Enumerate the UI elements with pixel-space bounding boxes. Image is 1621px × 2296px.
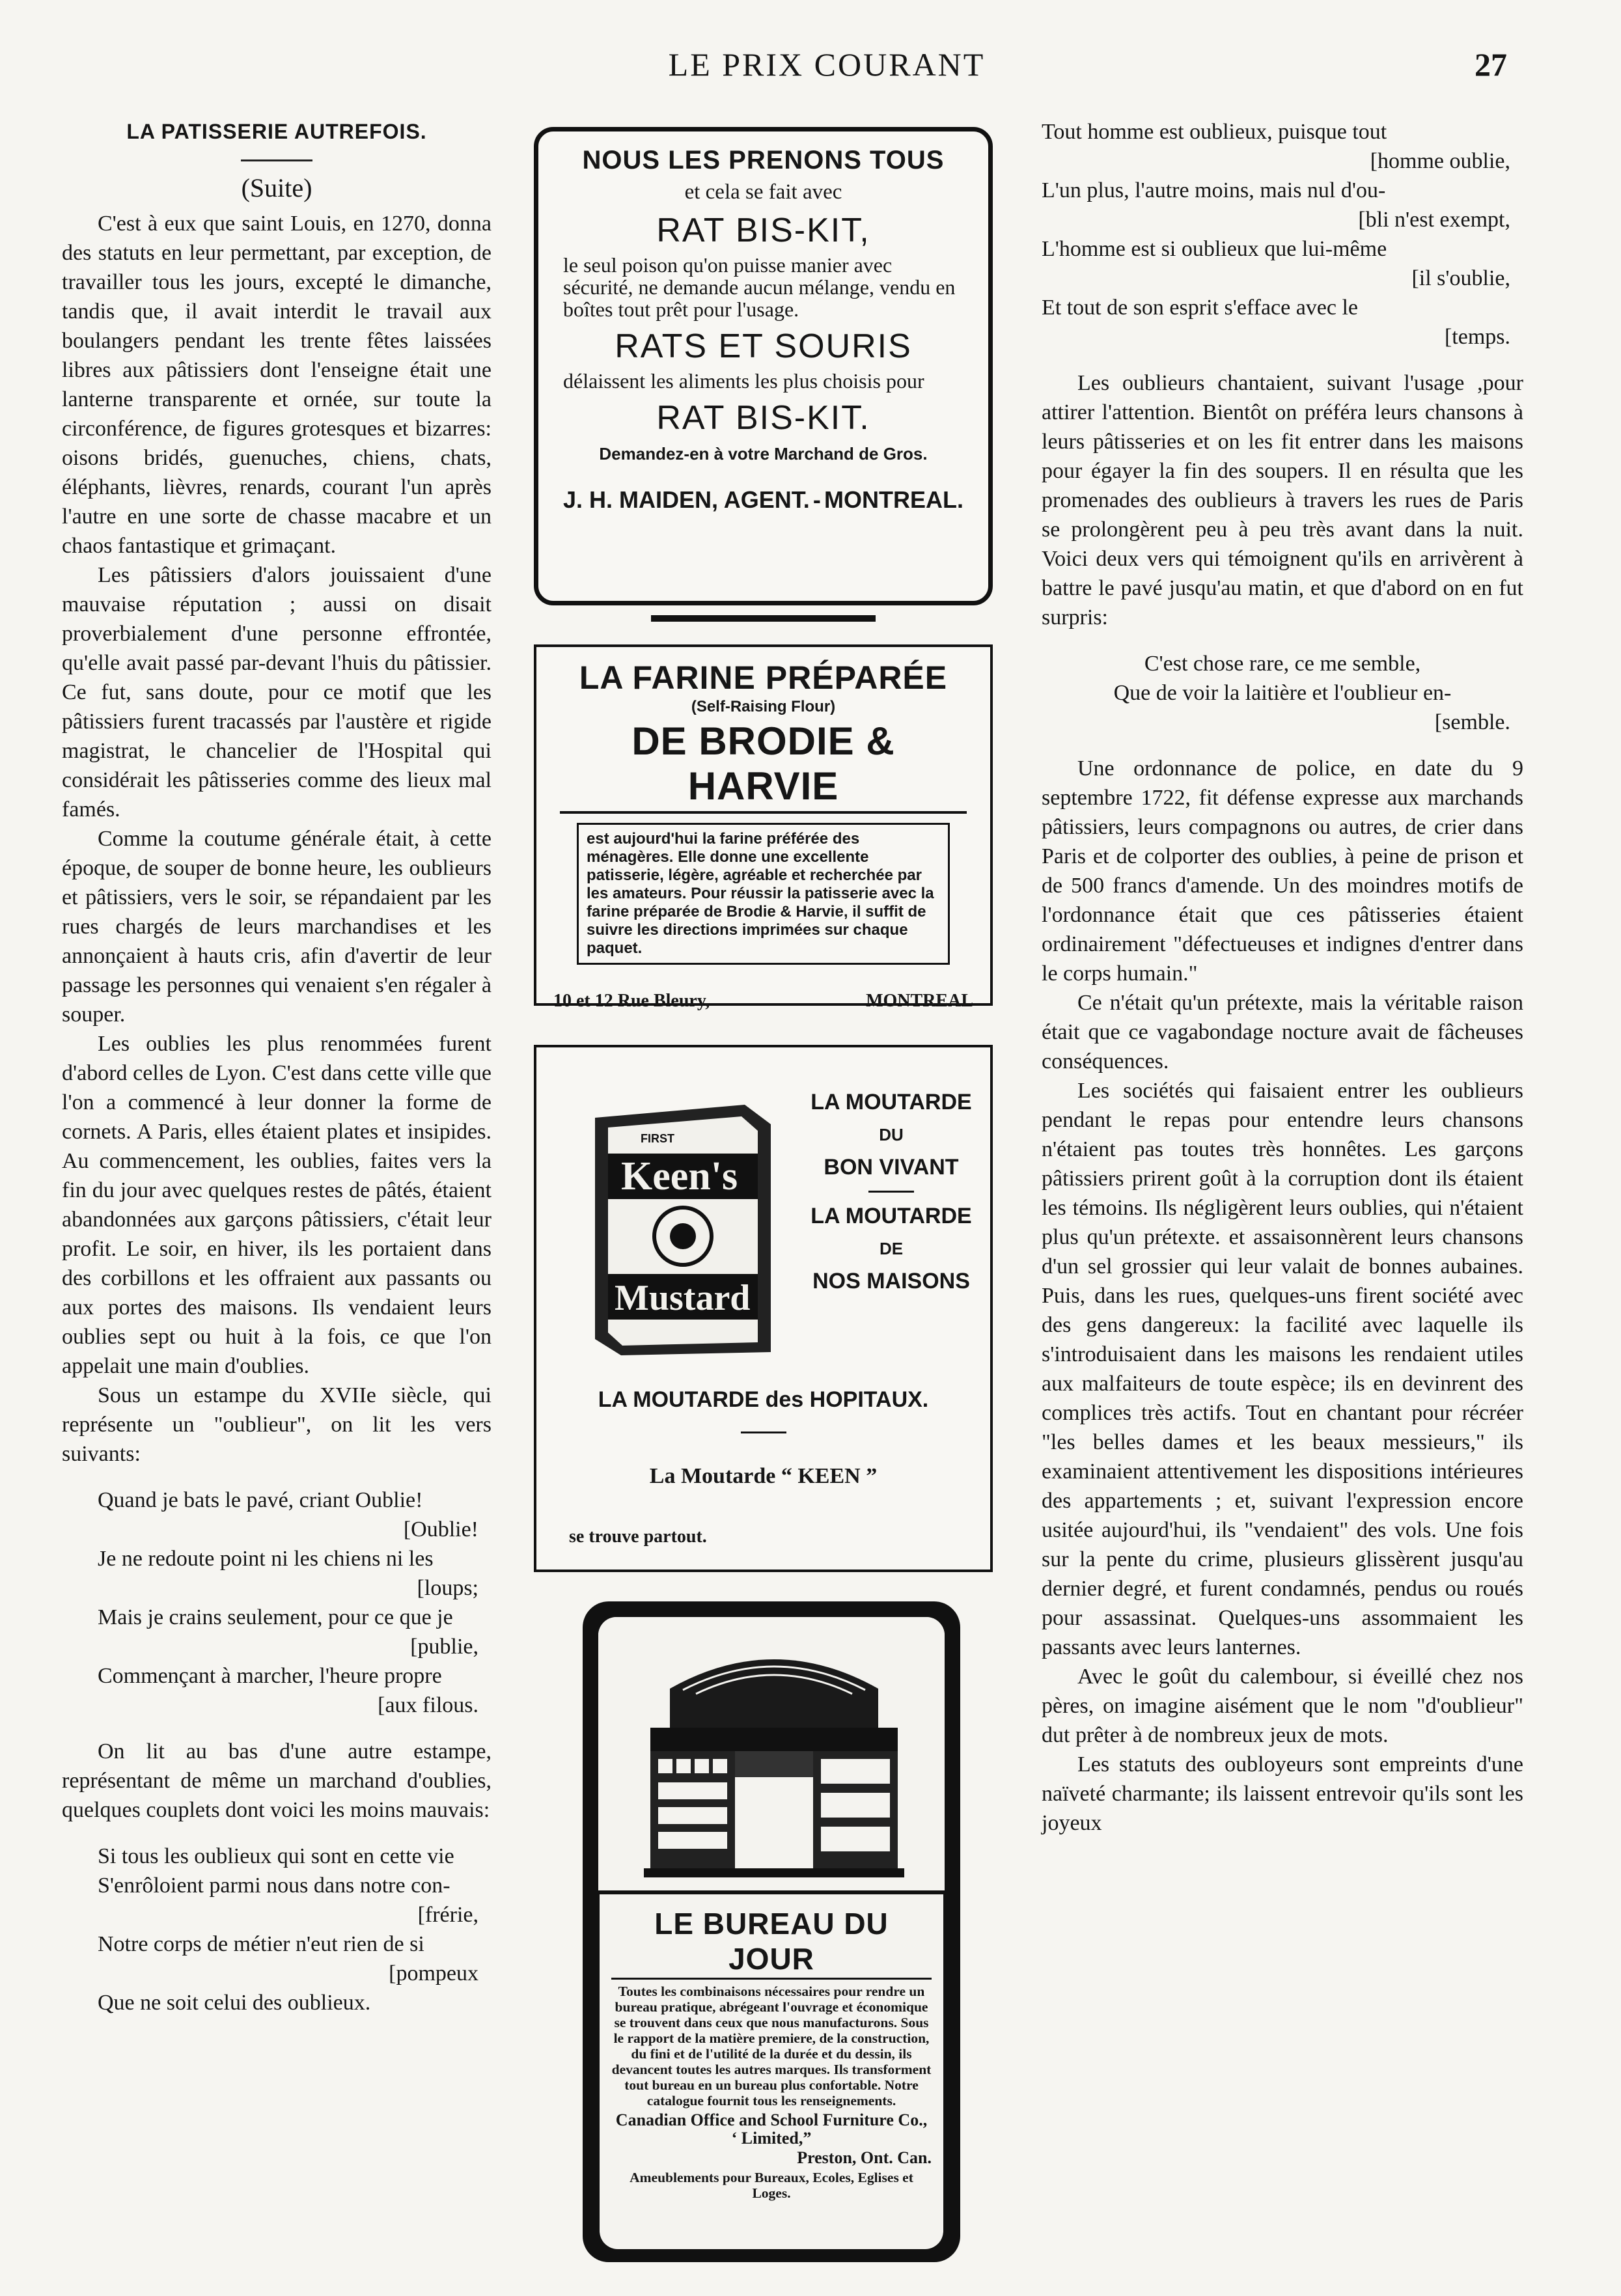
ad-brand: La Moutarde “ KEEN ” bbox=[649, 1464, 878, 1488]
paragraph: On lit au bas d'une autre estampe, représentant de même un marchand d'oublies, quelques couplets dont voici les moins mauvais: bbox=[62, 1739, 492, 1822]
ad-body: Toutes les combinaisons nécessaires pour rendre un bureau pratique, abrégeant l'ouvrage et économique se trouvent dans ceux que nous manufacturons. Sous le rapport de la matière premiere, de la construction, du fini et de l'utilité de la durée et du dessin, ils devancent toutes les autres marques. Ils transforment tout bureau en un bureau plus confortable. Notre catalogue fournit tous les renseignements. bbox=[611, 1984, 932, 2109]
ad-tagline: LA MOUTARDE des HOPITAUX. bbox=[598, 1387, 929, 1412]
ad-address: 10 et 12 Rue Bleury, bbox=[553, 991, 710, 1011]
paragraph: Sous un estampe du XVIIe siècle, qui représente un "oublieur", on lit les vers suivants: bbox=[62, 1383, 492, 1466]
ad-slogan: DU bbox=[879, 1125, 904, 1144]
verse-confrerie bbox=[62, 1842, 492, 2017]
ad-brand: RAT BIS-KIT, bbox=[656, 212, 870, 249]
ad-slogan: LA MOUTARDE bbox=[810, 1090, 972, 1114]
ad-address: Preston, Ont. Can. bbox=[797, 2148, 932, 2167]
ad-bureau-du-jour bbox=[583, 1601, 960, 2262]
ad-city: MONTREAL bbox=[866, 991, 973, 1011]
article-column-1 bbox=[62, 117, 492, 2017]
verse-continuation: [temps. bbox=[1444, 325, 1510, 349]
ad-rule bbox=[868, 1191, 914, 1193]
verse-line: S'enrôloient parmi nous dans notre con- bbox=[98, 1874, 450, 1898]
verse-line: Tout homme est oublieux, puisque tout bbox=[1042, 120, 1387, 144]
paragraph: C'est à eux que saint Louis, en 1270, donna des statuts en leur permettant, par exception, de travailler tous les jours, excepté le dimanche, tandis que, il avait interdit le travail aux boulangers pendant les trente fêtes laissées libres aux pâtissiers dont l'enseigne était une lanterne transparente et ornée, sur toute la circonférence, de figures grotesques et bizarres: oisons bridés, guenuches, chiens, chats, éléphants, lièvres, renards, courant l'un après l'autre en une sorte de chasse macabre et un chaos fantastique et grimaçant. bbox=[62, 212, 492, 558]
paragraph: Les oublies les plus renommées furent d'abord celles de Lyon. C'est dans cette ville que l'on a commencé à leur donner la forme de cornets. A Paris, elles étaient plates et insipides. Au commencement, les oublies, faites vers la fin du jour avec quelques restes de pâtés, étaient abandonnées aux garçons pâtissiers, c'était leur profit. Le soir, en hiver, ils les portaient dans des corbillons et les offraient aux passants ou aux portes des maisons. Ils vendaient leurs oublies sept ou huit à la fois, ce que l'on appelait une main d'oublies. bbox=[62, 1032, 492, 1378]
verse-continuation: [loups; bbox=[417, 1576, 478, 1600]
paragraph: Comme la coutume générale était, à cette époque, de souper de bonne heure, les oublieurs et pâtissiers, vers le soir, se répandaient par les rues chargés de leurs marchandises et les annonçaient à hauts cris, afin d'avertir de leur passage les personnes qui venaient s'en régaler à souper. bbox=[62, 827, 492, 1027]
ad-rule bbox=[611, 1978, 932, 1980]
page-number: 27 bbox=[1475, 46, 1507, 83]
ad-slogan: DE bbox=[879, 1239, 904, 1258]
paragraph: Avec le goût du calembour, si éveillé chez nos pères, on imagine aisément que le nom "d'oublieur" dut prêter à de nombreux jeux de mots. bbox=[1042, 1665, 1523, 1747]
ad-footer bbox=[563, 486, 963, 514]
ad-tail: Ameublements pour Bureaux, Ecoles, Eglises et Loges. bbox=[630, 2170, 913, 2201]
pkg-first-label: FIRST bbox=[641, 1132, 674, 1145]
ad-rule bbox=[560, 811, 967, 814]
verse-continuation: [il s'oublie, bbox=[1411, 266, 1510, 290]
separator-rule bbox=[651, 615, 876, 622]
paragraph: Les sociétés qui faisaient entrer les oublieurs pendant le repas pour entendre leurs chansons n'étaient pas toutes très honnêtes. Les garçons pâtissiers prirent goût à la corruption dont ils étaient les témoins. Ils négligèrent leurs oublies, qui n'étaient plus qu'un prétexte. et assaisonnèrent leurs chansons d'un sel grossier qui leur valait de bonnes aubaines. Puis, dans les rues, quelques-uns firent société avec des gens dangereux: la facilité avec laquelle ils s'introduisaient dans les maisons les rendaient utiles aux malfaiteurs de toute espèce; ils en devinrent des complices très actifs. Tout en chantant pour récréer "les belles dames et les beaux messieurs," ils examinaient attentivement les dispositions intérieures des appartements ; et, suivant l'expression encore usitée aujourd'hui, ils "vendaient" des vols. Une fois sur la pente du crime, plusieurs glissèrent jusqu'au dernier degré, et furent condamnés, pendus ou roués pour assassinat. Quelques-uns assommaient les passants avec leurs lanternes. bbox=[1042, 1079, 1523, 1659]
paragraph: Ce n'était qu'un prétexte, mais la véritable raison était que ce vagabondage nocture avait de fâcheuses conséquences. bbox=[1042, 991, 1523, 1073]
ad-body: le seul poison qu'on puisse manier avec sécurité, ne demande aucun mélange, vendu en boîtes tout prêt pour l'usage. bbox=[563, 253, 956, 321]
ad-city: MONTREAL. bbox=[824, 486, 963, 513]
ad-body: délaissent les aliments les plus choisis pour bbox=[563, 369, 924, 393]
verse-line: Commençant à marcher, l'heure propre bbox=[98, 1664, 442, 1688]
ad-footer bbox=[553, 991, 973, 1012]
verse-line: Si tous les oublieux qui sont en cette vie bbox=[98, 1844, 454, 1868]
verse-oublieux bbox=[1042, 117, 1523, 352]
ad-text-panel bbox=[600, 1894, 943, 2249]
verse-oublieur bbox=[62, 1486, 492, 1720]
ad-slogan: BON VIVANT bbox=[824, 1155, 959, 1180]
verse-line: C'est chose rare, ce me semble, bbox=[1144, 652, 1421, 676]
verse-line: Notre corps de métier n'eut rien de si bbox=[98, 1932, 424, 1956]
ad-agent: J. H. MAIDEN, AGENT. bbox=[563, 486, 810, 513]
paragraph: Les pâtissiers d'alors jouissaient d'une mauvaise réputation ; aussi on disait proverbialement d'une personne effrontée, qu'elle avait passé par-devant l'huis du pâtissier. Ce fut, sans doute, pour ce motif que les pâtissiers furent tracassés par l'austère et rigide magistrat, le chancelier de l'Hospital qui considérait les pâtisseries comme des lieux mal famés. bbox=[62, 563, 492, 822]
rolltop-desk-illustration bbox=[598, 1617, 945, 1890]
ad-small-print: Demandez-en à votre Marchand de Gros. bbox=[599, 444, 928, 463]
running-header: LE PRIX COURANT bbox=[668, 46, 986, 83]
ad-slogan-block bbox=[797, 1085, 986, 1298]
title-rule bbox=[241, 159, 312, 161]
ad-headline: NOUS LES PRENONS TOUS bbox=[582, 146, 945, 174]
verse-line: Quand je bats le pavé, criant Oublie! bbox=[98, 1488, 423, 1512]
ad-slogan: NOS MAISONS bbox=[812, 1269, 970, 1293]
verse-continuation: [Oublie! bbox=[403, 1517, 478, 1542]
article-title: LA PATISSERIE AUTREFOIS. bbox=[126, 120, 427, 143]
paragraph: Les statuts des oubloyeurs sont empreints d'une naïveté charmante; ils laissent entrevoir qu'ils sont les joyeux bbox=[1042, 1752, 1523, 1835]
ad-dash: - bbox=[812, 486, 821, 513]
verse-continuation: [frérie, bbox=[417, 1903, 478, 1927]
ad-subhead: (Self-Raising Flour) bbox=[691, 698, 836, 715]
ad-rule bbox=[741, 1432, 786, 1433]
verse-laitiere bbox=[1042, 649, 1523, 737]
pkg-word-label: Mustard bbox=[615, 1278, 751, 1318]
verse-line: L'homme est si oublieux que lui-même bbox=[1042, 237, 1387, 261]
verse-continuation: [homme oublie, bbox=[1370, 149, 1510, 173]
verse-continuation: [publie, bbox=[410, 1635, 478, 1659]
ad-line: et cela se fait avec bbox=[684, 180, 842, 204]
ad-slogan: LA MOUTARDE bbox=[810, 1204, 972, 1228]
article-subtitle: (Suite) bbox=[241, 173, 312, 202]
verse-continuation: [pompeux bbox=[389, 1961, 478, 1985]
verse-line: Et tout de son esprit s'efface avec le bbox=[1042, 296, 1359, 320]
verse-continuation: [aux filous. bbox=[378, 1693, 478, 1717]
pkg-brand-label: Keen's bbox=[621, 1154, 738, 1198]
ad-farine-brodie-harvie bbox=[534, 644, 993, 1011]
verse-continuation: [semble. bbox=[1434, 710, 1510, 734]
verse-line: Que de voir la laitière et l'oublieur en- bbox=[1113, 681, 1452, 705]
ad-availability: se trouve partout. bbox=[569, 1527, 707, 1547]
ad-brand: DE BRODIE & HARVIE bbox=[631, 719, 895, 808]
ad-body: est aujourd'hui la farine préférée des ménagères. Elle donne une excellente patisserie, légère, agréable et recherchée par les amateurs. Pour réussir la patisserie avec la farine préparée de Brodie & Harvie, il suffit de suivre les directions imprimées sur chaque paquet. bbox=[577, 823, 950, 965]
verse-line: L'un plus, l'autre moins, mais nul d'ou- bbox=[1042, 178, 1386, 202]
paragraph: Les oublieurs chantaient, suivant l'usage ,pour attirer l'attention. Bientôt on préféra leurs chansons à leurs pâtisseries et on les fit entrer dans les maisons pour égayer la fin des soupers. Il en résulta que les promenades des oublieurs à travers les rues de Paris se prolongèrent peu à peu très avant dans la nuit. Voici deux vers qui témoignent qu'ils en arrivèrent à battre le pavé jusqu'au matin, et que d'abord on en fut surpris: bbox=[1042, 371, 1523, 629]
verse-line: Que ne soit celui des oublieux. bbox=[98, 1991, 371, 2015]
ad-brand: RATS ET SOURIS bbox=[615, 327, 912, 365]
mustard-tin-illustration bbox=[582, 1092, 784, 1359]
ad-company: Canadian Office and School Furniture Co., ‘ Limited,” bbox=[615, 2110, 928, 2148]
verse-line: Mais je crains seulement, pour ce que je bbox=[98, 1605, 453, 1629]
paragraph: Une ordonnance de police, en date du 9 septembre 1722, fit défense expresse aux marchands pâtissiers, leurs compagnons ou autres, de crier dans Paris et de colporter des oublies, à peine de prison et de 500 francs d'amende. Un des moindres motifs de l'ordonnance était que ces pâtisseries étaient ordinairement "défectueuses et indignes d'entrer dans le corps humain." bbox=[1042, 756, 1523, 986]
verse-continuation: [bli n'est exempt, bbox=[1358, 208, 1510, 232]
article-column-3 bbox=[1042, 117, 1523, 1838]
verse-line: Je ne redoute point ni les chiens ni les bbox=[98, 1547, 434, 1571]
ad-headline: LA FARINE PRÉPARÉE bbox=[579, 659, 948, 696]
ad-rat-biskit bbox=[534, 127, 993, 605]
ad-brand: RAT BIS-KIT. bbox=[656, 399, 870, 437]
ad-headline: LE BUREAU DU JOUR bbox=[654, 1907, 889, 1976]
ad-keens-mustard bbox=[534, 1045, 993, 1572]
